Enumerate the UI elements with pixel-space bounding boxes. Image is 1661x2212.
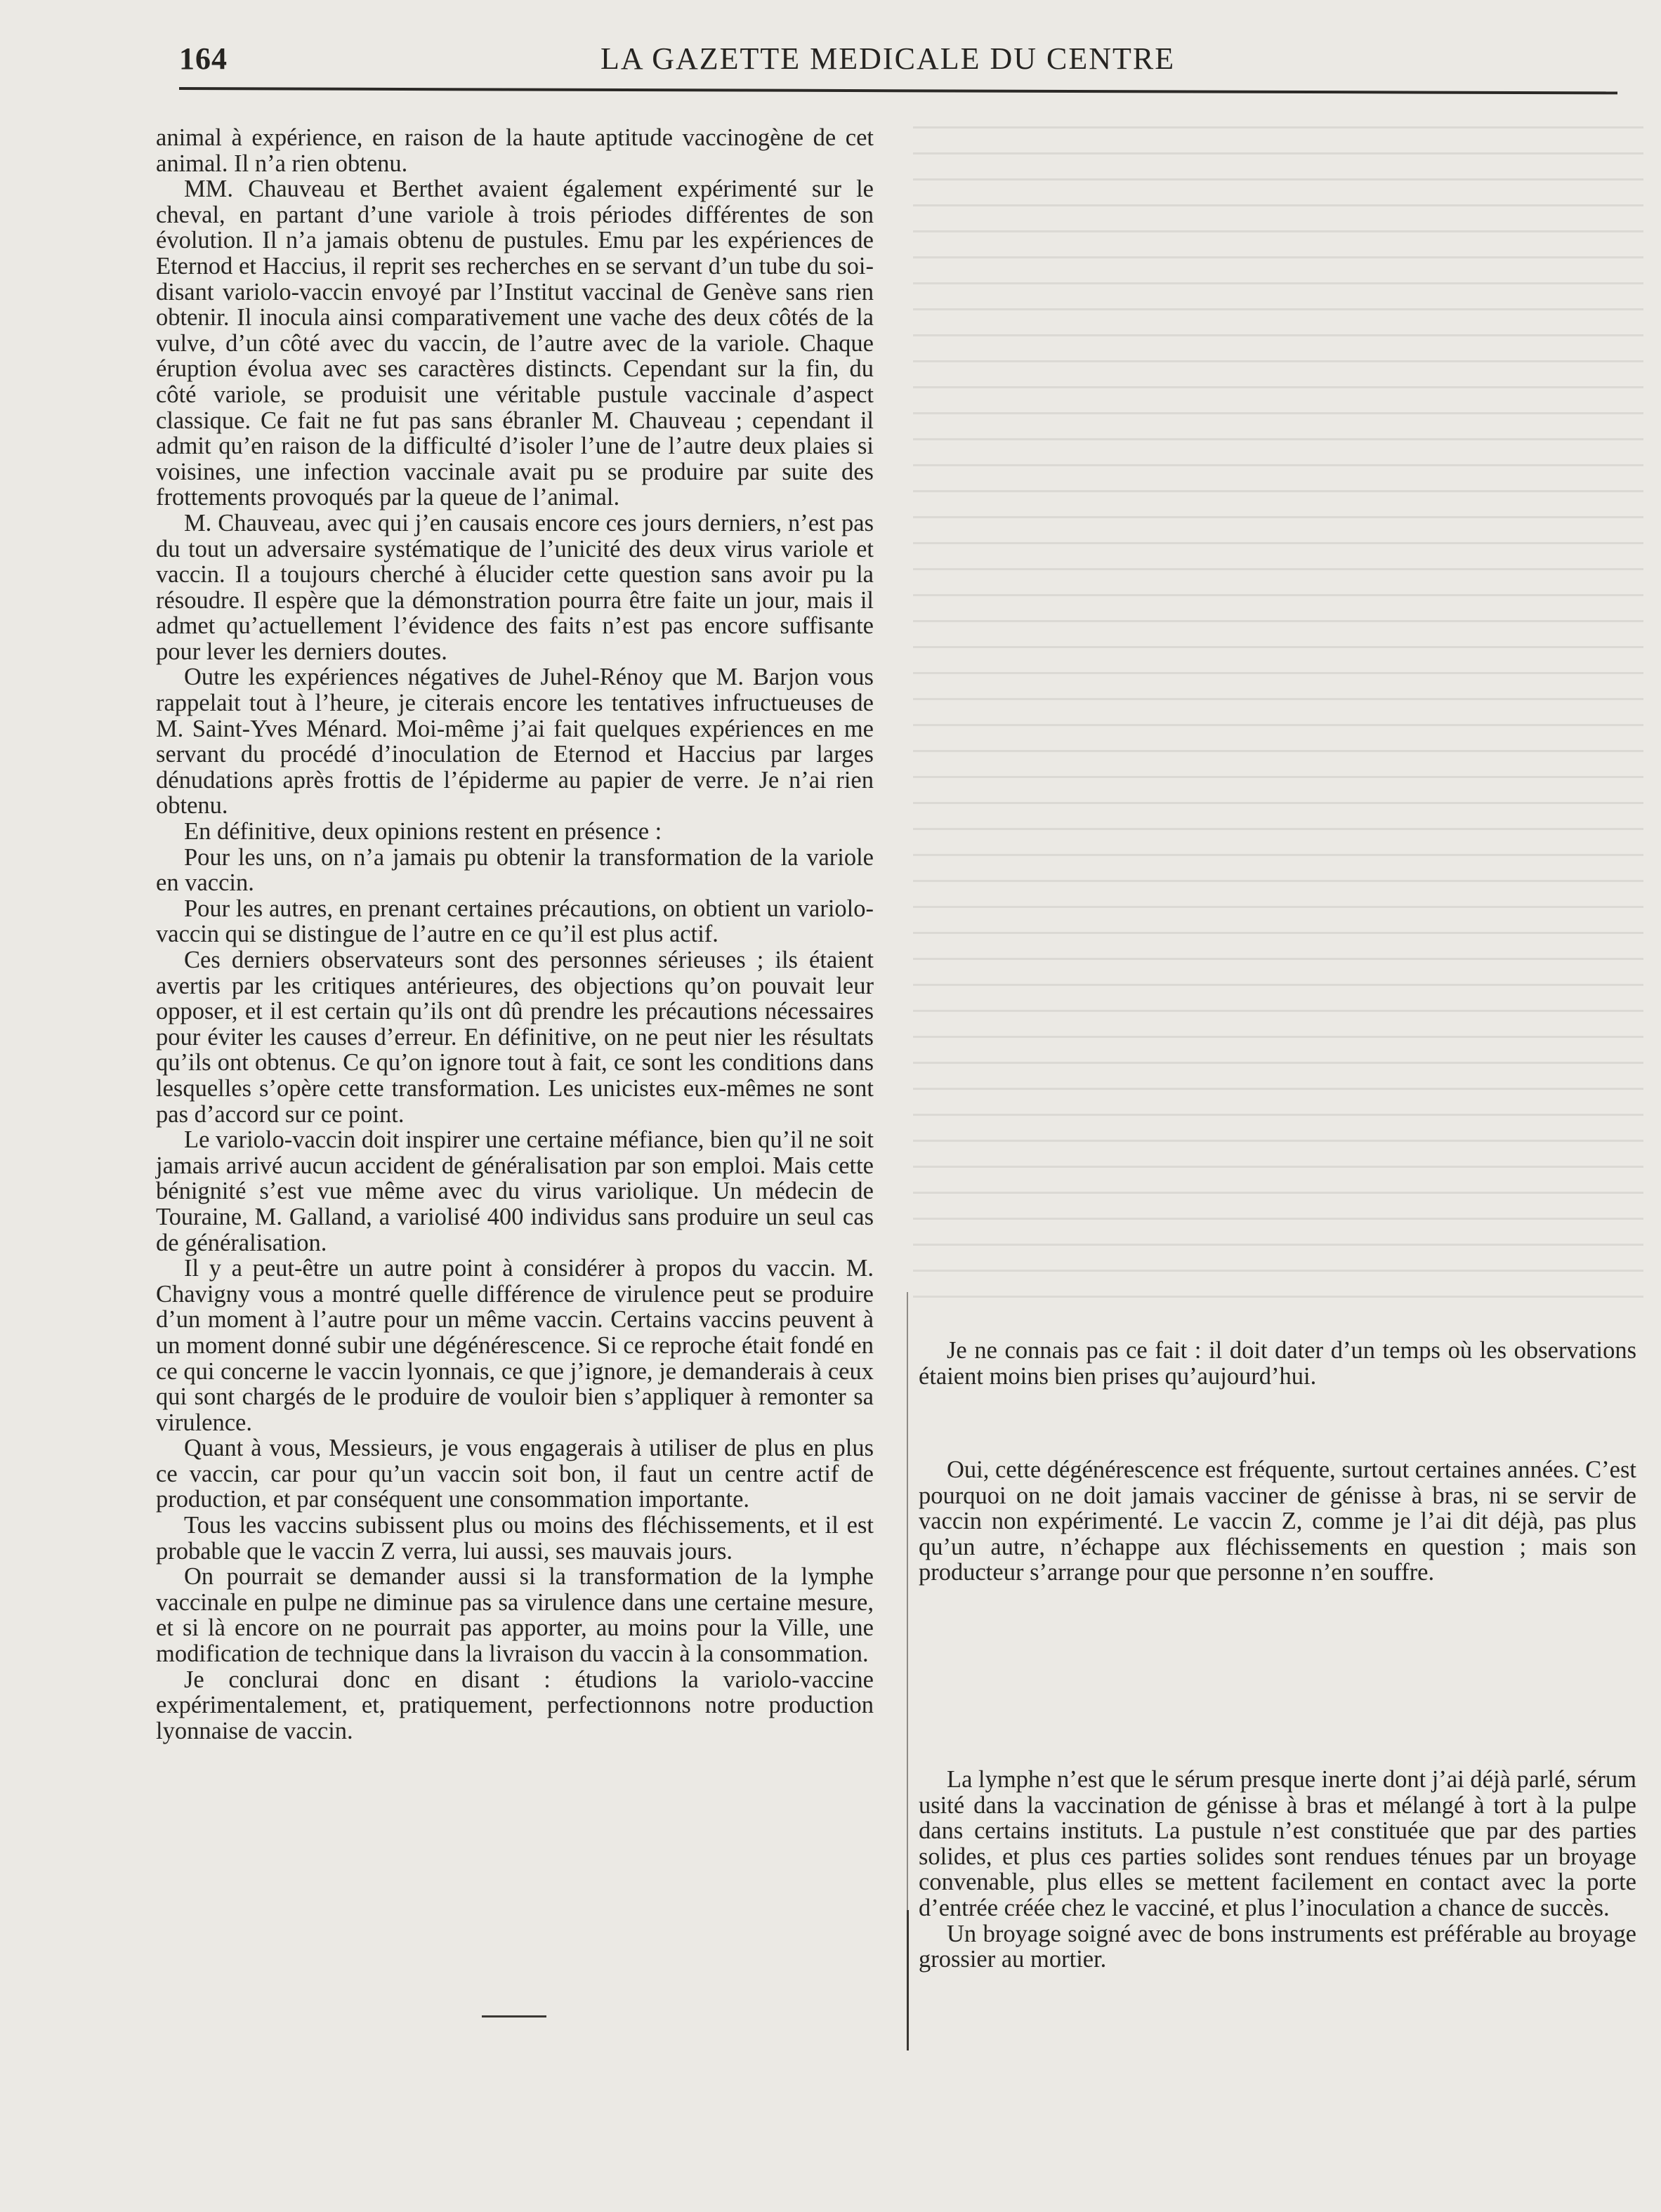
column-divider-upper [907,1292,908,1910]
page-number: 164 [179,41,228,76]
footnote-paragraph: Oui, cette dégénérescence est fréquente, surtout certaines années. C’est pourquoi on ne doit jamais vacciner de génisse à bras, ni se servir de vaccin non expérimenté. Le vaccin Z, comme je l’ai dit déjà, pas plus qu’un autre, n’échappe aux fléchissements en question ; mais son producteur s’arrange pour que personne n’en souffre. [919,1456,1636,1586]
show-through-texture [913,126,1643,1320]
footnote-block-3 [919,1767,1636,1973]
paragraph: MM. Chauveau et Berthet avaient également expérimenté sur le cheval, en partant d’une variole à trois périodes différentes de son évolution. Il n’a jamais obtenu de pustules. Emu par les expériences de Eternod et Haccius, il reprit ses recherches en se servant d’un tube du soi-disant variolo-vaccin envoyé par l’Institut vaccinal de Genève sans rien obtenir. Il inocula ainsi comparativement une vache des deux côtés de la vulve, d’un côté avec du vaccin, de l’autre avec de la variole. Chaque éruption évolua avec ses caractères distincts. Cependant sur la fin, du côté variole, se produisit une véritable pustule vaccinale d’aspect classique. Ce fait ne fut pas sans ébranler M. Chauveau ; cependant il admit qu’en raison de la difficulté d’isoler l’une de l’autre deux plaies si voisines, une infection vaccinale avait pu se produire par suite des frottements provoqués par la queue de l’animal. [156,176,874,511]
paragraph: En définitive, deux opinions restent en présence : [184,818,662,845]
paragraph: Outre les expériences négatives de Juhel-Rénoy que M. Barjon vous rappelait tout à l’heure, je citerais encore les tentatives infructueuses de M. Saint-Yves Ménard. Moi-même j’ai fait quelques expériences en me servant du procédé d’inoculation de Eternod et Haccius par larges dénudations après frottis de l’épiderme au papier de verre. Je n’ai rien obtenu. [156,664,874,819]
paragraph: Ces derniers observateurs sont des personnes sérieuses ; ils étaient avertis par les critiques antérieures, des objections qu’on pouvait leur opposer, et il est certain qu’ils ont dû prendre les précautions nécessaires pour éviter les causes d’erreur. En définitive, on ne peut nier les résultats qu’ils ont obtenus. Ce qu’on ignore tout à fait, ce sont les conditions dans lesquelles s’opère cette transformation. Les unicistes eux-mêmes ne sont pas d’accord sur ce point. [156,947,874,1128]
left-column [156,125,874,2091]
footnote-paragraph: Un broyage soigné avec de bons instruments est préférable au broyage grossier au mortier. [919,1920,1636,1973]
paragraph: Je conclurai donc en disant : étudions la variolo-vaccine expérimentalement, et, pratiquement, perfectionnons notre production lyonnaise de vaccin. [156,1666,874,1744]
paragraph: On pourrait se demander aussi si la transformation de la lymphe vaccinale en pulpe ne diminue pas sa virulence dans une certaine mesure, et si là encore on ne pourrait pas apporter, au moins pour la Ville, une modification de technique dans la livraison du vaccin à la consommation. [156,1563,874,1668]
paragraph: Tous les vaccins subissent plus ou moins des fléchissements, et il est probable que le vaccin Z verra, lui aussi, ses mauvais jours. [156,1512,874,1565]
paragraph: Quant à vous, Messieurs, je vous engagerais à utiliser de plus en plus ce vaccin, car pour qu’un vaccin soit bon, il faut un centre actif de production, et par conséquent une consommation importante. [156,1435,874,1513]
running-header [179,41,1612,83]
column-divider [907,1910,909,2050]
paragraph: Il y a peut-être un autre point à considérer à propos du vaccin. M. Chavigny vous a montré quelle différence de virulence peut se produire d’un moment à l’autre pour un même vaccin. Certains vaccins peuvent à un moment donné subir une dégénérescence. Si ce reproche était fondé en ce qui concerne le vaccin lyonnais, ce que j’ignore, je demanderais à ceux qui sont chargés de le produire de vouloir bien s’appliquer à remonter sa virulence. [156,1255,874,1436]
closing-rule [482,2015,546,2017]
footnote-paragraph: Je ne connais pas ce fait : il doit dater d’un temps où les observations étaient moins bien prises qu’aujourd’hui. [919,1337,1636,1390]
paragraph: M. Chauveau, avec qui j’en causais encore ces jours derniers, n’est pas du tout un adversaire systématique de l’unicité des deux virus variole et vaccin. Il a toujours cherché à élucider cette question sans avoir pu la résoudre. Il espère que la démonstration pourra être faite un jour, mais il admet qu’actuellement l’évidence des faits n’est pas encore suffisante pour lever les derniers doutes. [156,509,874,665]
footnote-paragraph: La lymphe n’est que le sérum presque inerte dont j’ai déjà parlé, sérum usité dans la vaccination de génisse à bras et mélangé à tort à la pulpe dans certains instituts. La pustule n’est constituée que par des parties solides, et plus ces parties solides sont rendues ténues par un broyage convenable, plus elles se mettent facilement en contact avec la porte d’entrée créée chez le vacciné, et plus l’inoculation a chance de succès. [919,1766,1636,1921]
header-rule [179,87,1617,94]
paragraph: animal à expérience, en raison de la haute aptitude vaccinogène de cet animal. Il n’a rien obtenu. [156,124,874,177]
paragraph: Pour les autres, en prenant certaines précautions, on obtient un variolo-vaccin qui se distingue de l’autre en ce qu’il est plus actif. [156,895,874,948]
footnote-block-2 [919,1457,1636,1586]
footnote-block-1 [919,1338,1636,1389]
journal-title: LA GAZETTE MEDICALE DU CENTRE [600,41,1176,76]
paragraph: Pour les uns, on n’a jamais pu obtenir la transformation de la variole en vaccin. [156,843,874,897]
paragraph: Le variolo-vaccin doit inspirer une certaine méfiance, bien qu’il ne soit jamais arrivé aucun accident de généralisation par son emploi. Mais cette bénignité s’est vue même avec du virus variolique. Un médecin de Touraine, M. Galland, a variolisé 400 individus sans produire un seul cas de généralisation. [156,1126,874,1256]
